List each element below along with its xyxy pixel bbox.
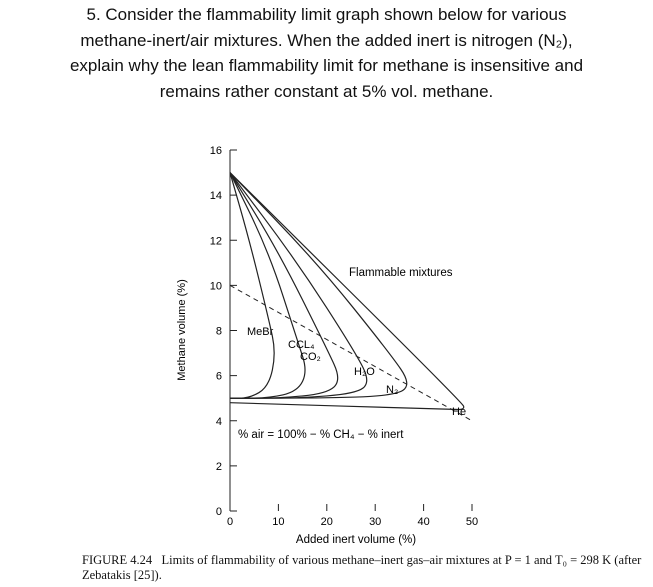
curve-n₂ [230, 173, 407, 399]
caption-text: Limits of flammability of various methane–inert gas–air mixtures at P = 1 and T₀ = 298 K (after Zebatakis [25]). [82, 553, 642, 582]
label-mebr: MeBr [247, 326, 274, 338]
label-co2: CO₂ [300, 351, 321, 363]
x-tick-label: 30 [369, 516, 382, 528]
y-axis-label: Methane volume (%) [176, 279, 188, 381]
question-line-3: explain why the lean flammability limit for methane is insensitive and [69, 56, 584, 75]
y-tick-label: 8 [215, 325, 222, 338]
y-tick-label: 16 [209, 145, 222, 157]
x-tick-label: 10 [272, 516, 285, 528]
air-note: % air = 100% − % CH₄ − % inert [238, 429, 404, 441]
question-line-1: 5. Consider the flammability limit graph shown below for various [86, 5, 567, 24]
inert-curves [230, 173, 464, 410]
y-tick-label: 10 [209, 280, 222, 293]
y-tick-label: 14 [209, 190, 222, 203]
y-tick-label: 2 [215, 460, 222, 473]
question-line-4: remains rather constant at 5% vol. methane. [159, 81, 494, 101]
x-ticks [227, 504, 478, 528]
curve-ccl₄ [230, 173, 305, 399]
question-line-2: methane-inert/air mixtures. When the added inert is nitrogen (N₂), [80, 30, 573, 50]
x-tick-label: 20 [320, 516, 333, 528]
y-ticks [210, 145, 237, 518]
label-n2: N₂ [386, 384, 399, 396]
label-he: He [452, 406, 467, 418]
label-ccl4: CCL₄ [288, 339, 315, 351]
x-tick-label: 0 [226, 516, 234, 528]
x-axis-label: Added inert volume (%) [295, 534, 417, 546]
y-tick-label: 12 [209, 235, 222, 248]
y-tick-label: 6 [215, 370, 222, 383]
curve-he [230, 173, 464, 410]
x-tick-label: 50 [465, 516, 479, 528]
caption-label: FIGURE 4.24 [82, 553, 153, 567]
label-h2o: H₂O [354, 366, 375, 378]
figure-caption [82, 553, 642, 583]
y-tick-label: 0 [215, 506, 222, 518]
x-tick-label: 40 [417, 516, 430, 528]
y-tick-label: 4 [215, 415, 222, 428]
flammable-region-label: Flammable mixtures [349, 267, 453, 279]
